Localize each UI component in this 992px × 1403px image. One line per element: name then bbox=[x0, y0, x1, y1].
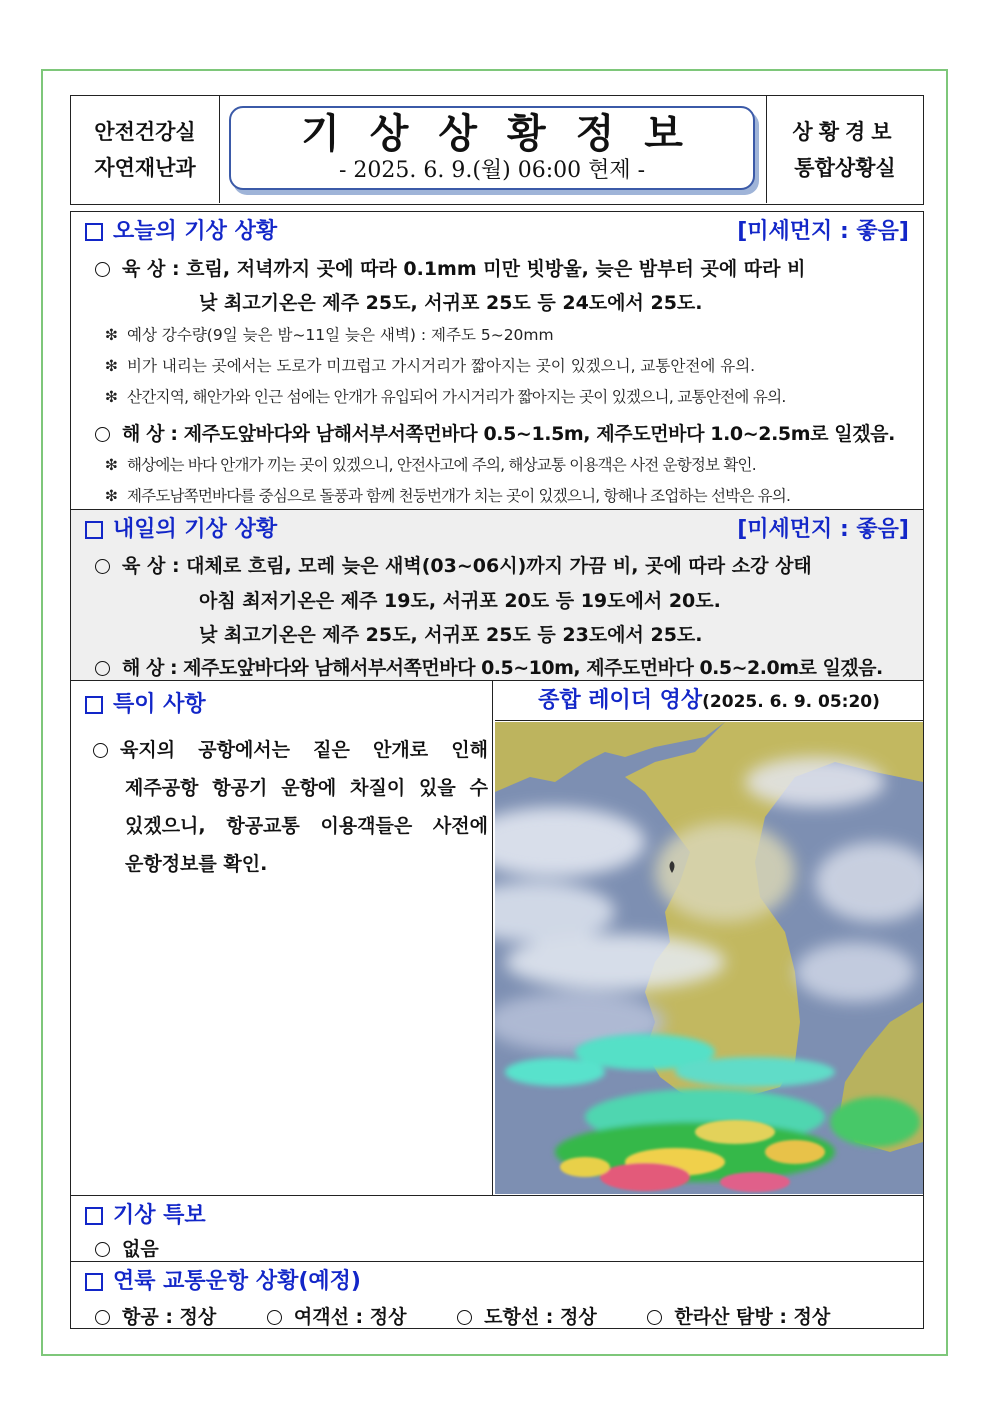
checkbox-icon bbox=[85, 1273, 103, 1291]
checkbox-icon bbox=[85, 521, 103, 539]
transport-item-island-ferry bbox=[457, 1306, 597, 1328]
special-line-2: 제주공항 항공기 운항에 차질이 있을 수 bbox=[125, 777, 488, 799]
checkbox-icon bbox=[85, 1207, 103, 1225]
today-title-text: 오늘의 기상 상황 bbox=[113, 219, 278, 244]
today-note-3-text: 산간지역, 해안가와 인근 섬에는 안개가 유입되어 가시거리가 짧아지는 곳이 있겠으니, 교통안전에 유의. bbox=[127, 388, 786, 406]
header bbox=[70, 95, 924, 205]
tomorrow-title-text: 내일의 기상 상황 bbox=[113, 517, 278, 542]
circle-bullet-icon bbox=[95, 661, 110, 676]
today-sea-note-1: ❇ 해상에는 바다 안개가 끼는 곳이 있겠으니, 안전사고에 주의, 해상교통 이용객은 사전 운항정보 확인. bbox=[105, 456, 756, 474]
circle-bullet-icon bbox=[95, 262, 110, 277]
today-sea-label: 해 상 : bbox=[122, 423, 178, 445]
warning-title bbox=[85, 1198, 206, 1229]
radar-map bbox=[495, 722, 923, 1194]
today-land-line1 bbox=[95, 254, 805, 281]
tomorrow-title bbox=[85, 512, 277, 543]
special-line-3: 있겠으니, 항공교통 이용객들은 사전에 bbox=[125, 815, 488, 837]
special-panel bbox=[71, 681, 493, 1195]
radar-title-text: 종합 레이더 영상 bbox=[538, 688, 703, 713]
circle-bullet-icon bbox=[95, 1310, 110, 1325]
transport-title-text: 연륙 교통운항 상황(예정) bbox=[113, 1269, 361, 1294]
title-box bbox=[229, 106, 755, 190]
circle-bullet-icon bbox=[95, 559, 110, 574]
transport-hallasan-text: 한라산 탐방 : 정상 bbox=[674, 1306, 831, 1328]
tomorrow-land-label: 육 상 : bbox=[122, 555, 180, 577]
special-text bbox=[93, 731, 488, 883]
circle-bullet-icon bbox=[93, 743, 108, 758]
special-title bbox=[85, 687, 206, 718]
checkbox-icon bbox=[85, 696, 103, 714]
office-line2: 통합상황실 bbox=[794, 155, 896, 180]
tomorrow-sea-text: 제주도앞바다와 남해서부서쪽먼바다 0.5~10m, 제주도먼바다 0.5~2.0m로 일겠음. bbox=[183, 657, 883, 679]
transport-title bbox=[85, 1264, 361, 1295]
transport-item-ferry bbox=[267, 1306, 407, 1328]
today-land-line2: 낮 최고기온은 제주 25도, 서귀포 25도 등 24도에서 25도. bbox=[199, 292, 703, 314]
warning-section bbox=[70, 1195, 924, 1262]
tomorrow-land-text1: 대체로 흐림, 모레 늦은 새벽(03~06시)까지 가끔 비, 곳에 따라 소강 상태 bbox=[186, 555, 812, 577]
tomorrow-land-line1 bbox=[95, 551, 812, 578]
today-title bbox=[85, 214, 277, 245]
today-sea-line bbox=[95, 419, 895, 446]
circle-bullet-icon bbox=[95, 1242, 110, 1257]
today-sea-note-1-text: 해상에는 바다 안개가 끼는 곳이 있겠으니, 안전사고에 주의, 해상교통 이용객은 사전 운항정보 확인. bbox=[127, 456, 756, 474]
radar-title bbox=[495, 681, 923, 721]
circle-bullet-icon bbox=[95, 427, 110, 442]
today-sea-text: 제주도앞바다와 남해서부서쪽먼바다 0.5~1.5m, 제주도먼바다 1.0~2.5m로 일겠음. bbox=[183, 423, 895, 445]
transport-air-text: 항공 : 정상 bbox=[122, 1306, 217, 1328]
department-line2: 자연재난과 bbox=[94, 155, 196, 180]
office-line1: 상황경보 bbox=[792, 119, 898, 144]
transport-item-hallasan bbox=[647, 1306, 830, 1328]
today-sea-note-2: ❇ 제주도남쪽먼바다를 중심으로 돌풍과 함께 천둥번개가 치는 곳이 있겠으니, 항해나 조업하는 선박은 유의. bbox=[105, 487, 791, 505]
transport-items bbox=[95, 1302, 830, 1329]
office-label bbox=[766, 96, 923, 203]
circle-bullet-icon bbox=[457, 1310, 472, 1325]
circle-bullet-icon bbox=[267, 1310, 282, 1325]
department-line1: 안전건강실 bbox=[94, 119, 196, 144]
radar-image bbox=[495, 722, 923, 1194]
transport-section bbox=[70, 1261, 924, 1329]
tomorrow-land-line2: 아침 최저기온은 제주 19도, 서귀포 20도 등 19도에서 20도. bbox=[199, 590, 721, 612]
page-title: 기상상황정보 bbox=[301, 111, 713, 157]
special-line-1 bbox=[93, 731, 488, 769]
department-label bbox=[71, 96, 220, 203]
today-section bbox=[70, 211, 924, 510]
today-note-3: ❇ 산간지역, 해안가와 인근 섬에는 안개가 유입되어 가시거리가 짧아지는 곳이 있겠으니, 교통안전에 유의. bbox=[105, 388, 786, 406]
circle-bullet-icon bbox=[647, 1310, 662, 1325]
warning-title-text: 기상 특보 bbox=[113, 1203, 206, 1228]
special-section bbox=[70, 680, 924, 1196]
page-subtitle: - 2025. 6. 9.(월) 06:00 현제 - bbox=[338, 158, 646, 183]
radar-timestamp: (2025. 6. 9. 05:20) bbox=[702, 692, 880, 712]
warning-value-text: 없음 bbox=[122, 1238, 159, 1260]
tomorrow-sea-line bbox=[95, 653, 883, 680]
transport-ferry-text: 여객선 : 정상 bbox=[293, 1306, 407, 1328]
today-note-1: ❇ 예상 강수량(9일 늦은 밤~11일 늦은 새벽) : 제주도 5~20mm bbox=[105, 326, 554, 344]
special-title-text: 특이 사항 bbox=[113, 692, 206, 717]
special-line-4: 운항정보를 확인. bbox=[125, 853, 268, 875]
tomorrow-land-line3: 낮 최고기온은 제주 25도, 서귀포 25도 등 23도에서 25도. bbox=[199, 624, 703, 646]
today-note-1-text: 예상 강수량(9일 늦은 밤~11일 늦은 새벽) : 제주도 5~20mm bbox=[127, 326, 554, 344]
special-line-1-text: 육지의 공항에서는 짙은 안개로 인해 bbox=[120, 739, 488, 761]
warning-value bbox=[95, 1234, 159, 1261]
today-note-2: ❇ 비가 내리는 곳에서는 도로가 미끄럽고 가시거리가 짧아지는 곳이 있겠으니, 교통안전에 유의. bbox=[105, 357, 756, 375]
today-land-text1: 흐림, 저녁까지 곳에 따라 0.1mm 미만 빗방울, 늦은 밤부터 곳에 따라 비 bbox=[186, 258, 806, 280]
tomorrow-section bbox=[70, 509, 924, 681]
today-sea-note-2-text: 제주도남쪽먼바다를 중심으로 돌풍과 함께 천둥번개가 치는 곳이 있겠으니, 항해나 조업하는 선박은 유의. bbox=[127, 487, 791, 505]
today-note-2-text: 비가 내리는 곳에서는 도로가 미끄럽고 가시거리가 짧아지는 곳이 있겠으니, 교통안전에 유의. bbox=[127, 357, 756, 375]
transport-item-air bbox=[95, 1306, 216, 1328]
today-land-label: 육 상 : bbox=[122, 258, 180, 280]
tomorrow-sea-label: 해 상 : bbox=[122, 657, 178, 679]
tomorrow-dust: [미세먼지 : 좋음] bbox=[737, 517, 909, 542]
checkbox-icon bbox=[85, 223, 103, 241]
today-dust: [미세먼지 : 좋음] bbox=[737, 219, 909, 244]
transport-island-ferry-text: 도항선 : 정상 bbox=[484, 1306, 597, 1328]
